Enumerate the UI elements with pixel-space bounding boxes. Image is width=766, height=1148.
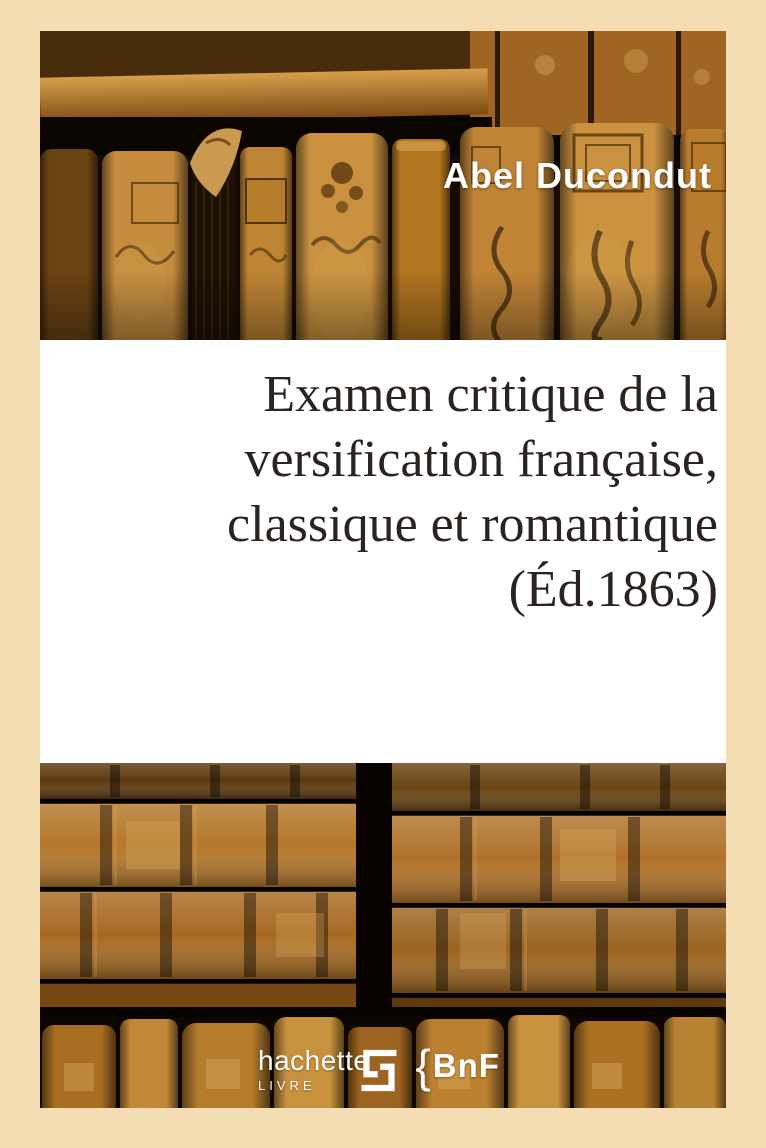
title-line-3: classique et romantique [227,496,718,553]
hachette-livre-label: LIVRE [258,1078,316,1093]
bnf-brace-icon: { [415,1040,431,1092]
top-books-photo [40,31,726,340]
publisher-logos [258,1040,500,1093]
cover-content [40,31,726,1108]
hachette-h-icon [258,1040,500,1093]
title-edition: (Éd.1863) [508,561,718,618]
title-line-2: versification française, [244,431,718,488]
book-title [40,362,718,622]
bottom-books-photo [40,763,726,1108]
hachette-wordmark: hachette [258,1045,370,1076]
author-name: Abel Ducondut [443,155,712,196]
title-line-1: Examen critique de la [263,366,718,423]
bnf-wordmark: BnF [432,1047,500,1084]
title-band [40,340,726,763]
hachette-logo [258,1047,369,1092]
